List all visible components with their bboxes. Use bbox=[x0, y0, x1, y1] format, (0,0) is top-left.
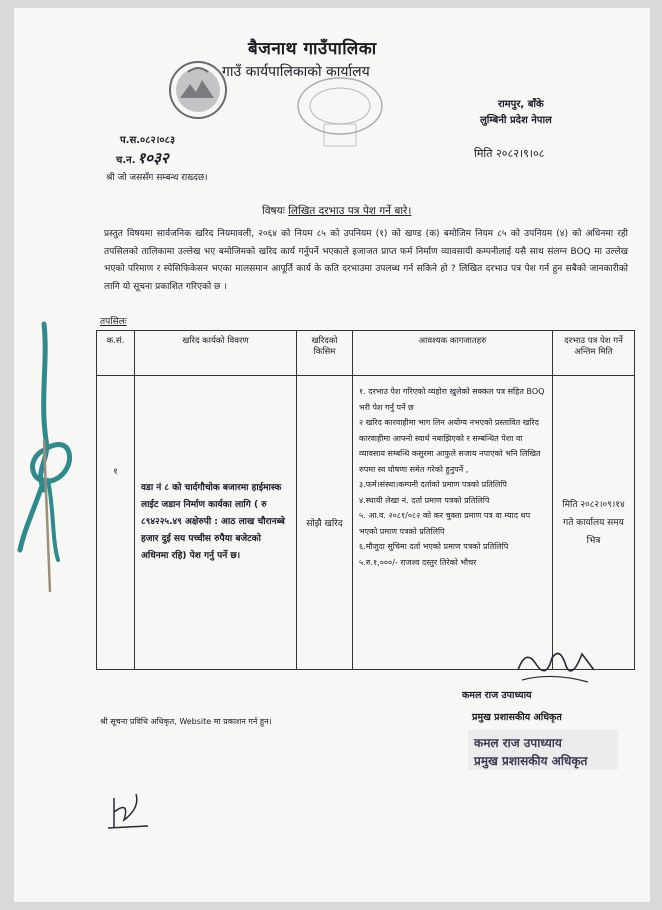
document-item: ५.रु.१,०००/- राजश्व दस्तुर तिरेको भौचर bbox=[359, 557, 477, 567]
notice-body: प्रस्तुत विषयमा सार्वजनिक खरिद नियमावली, २०६४ को नियम ८५ को उपनियम (१) को खण्ड (क) बमोजिम नियम ८५ को उपनियम (४) को अधिनमा रही तपसिलको तालिकामा उल्लेख भए बमोजिमको खरिद कार्य गर्नुपर्ने भएकाले इजाजत प्राप्त फर्म निर्माण व्यावसायी कम्पनीलाई यसै साथ संलग्न BOQ मा उल्लेख भएको परिमाण र स्पेसिफिकेसन भएका मालसमान आपूर्ति कार्य के कति दरभाउमा उपलब्ध गर्न सकिने हो ? लिखित दरभाउ पत्र पेश गर्न हुन सबैको जानकारीको लागि यो सूचना प्रकाशित गरिएको छ । bbox=[104, 229, 628, 292]
row-description: वडा नं ८ को चार्दगौचोक बजारमा हाईमास्क लाईट जडान निर्माण कार्यका लागि ( रु ८९४२२५.४९ अक्षेरुपी : आठ लाख चौरानब्बे हजार दुई सय पच्चीस रुपैया बजेटको अधिनमा रहि) पेश गर्नु पर्ने छ। bbox=[135, 376, 297, 670]
footer-note: श्री सूचना प्रविधि अधिकृत, Website मा प्रकाशन गर्न हुन। bbox=[100, 717, 272, 726]
initials-scribble bbox=[100, 790, 160, 840]
stamp-title: प्रमुख प्रशासकीय अधिकृत bbox=[474, 754, 588, 768]
chalani-number bbox=[116, 148, 169, 168]
signatory-name: कमल राज उपाध्याय bbox=[462, 690, 532, 701]
row-deadline bbox=[553, 376, 635, 670]
procurement-table bbox=[96, 330, 635, 670]
municipality-title: बैजनाथ गाउँपालिका bbox=[248, 39, 377, 59]
header-documents: आवश्यक कागजातहरु bbox=[353, 331, 553, 376]
row-method: सोझै खरिद bbox=[297, 376, 353, 670]
table-row bbox=[97, 376, 635, 670]
signatory-title: प्रमुख प्रशासकीय अधिकृत bbox=[472, 712, 562, 723]
chalani-prefix: च.न. bbox=[116, 155, 136, 166]
patra-sankhya: प.स.०८२।०८३ bbox=[120, 135, 176, 146]
document-item: ५. आ.व. २०८१/०८२ को कर चुक्ता प्रमाण पत्र वा म्याद थप भएको प्रमाण पत्रको प्रतिलिपि bbox=[359, 511, 531, 536]
deadline-date: मिति २०८२।०९।१४ bbox=[562, 499, 625, 510]
document-item: ६.मौजुदा सुचिमा दर्ता भएको प्रमाण पत्रको प्रतिलिपि bbox=[359, 542, 509, 551]
document-item: ४.स्थायी लेखा नं. दर्ता प्रमाण पत्रको प्रतिलिपि bbox=[359, 495, 490, 505]
binding-string-icon bbox=[14, 320, 84, 600]
subject-text: लिखित दरभाउ पत्र पेश गर्ने बारे। bbox=[288, 205, 412, 217]
attention-line: श्री जो जससँग सम्बन्ध राख्दछ। bbox=[106, 173, 208, 183]
subject-line bbox=[262, 204, 411, 218]
office-round-stamp bbox=[290, 70, 390, 152]
table-header-row bbox=[97, 331, 635, 376]
header-deadline: दरभाउ पत्र पेश गर्ने अन्तिम मिति bbox=[553, 331, 635, 376]
row-documents bbox=[353, 376, 553, 670]
header-description: खरिद कार्यको विवरण bbox=[135, 331, 297, 376]
deadline-note: गते कार्यालय समय भित्र bbox=[563, 517, 624, 546]
table-label: तपसिलः bbox=[100, 317, 127, 327]
handwritten-signature bbox=[512, 640, 602, 692]
document-item: १. दरभाउ पेश गरिएको व्यहोरा खुलेको सक्कल पत्र सहित BOQ भरी पेश गर्नु पर्ने छ bbox=[359, 387, 545, 412]
government-emblem-icon bbox=[166, 58, 230, 122]
chalani-handwritten-number: १०३२ bbox=[137, 149, 169, 167]
address-line-1: रामपुर, बाँके bbox=[498, 99, 544, 110]
address-line-2: लुम्बिनी प्रदेश नेपाल bbox=[480, 115, 552, 126]
header-method: खरिदको किसिम bbox=[297, 331, 353, 376]
letter-date: मिति २०८२।९।०८ bbox=[474, 147, 545, 160]
header-sn: क.सं. bbox=[97, 331, 135, 376]
document-item: २ खरिद कारवाहीमा भाग लिन अयोग्य नभएको प्रस्तावित खरिद कारवाहीमा आफ्नो स्वार्थ नबाझिएको र सम्बन्धित पेशा वा व्यावसाय सम्बन्धि कसुरमा आफुले सजाय नपाएको भनि लिखित रुपमा स्व घोषणा समेत गरेको हुनुपर्ने , bbox=[359, 418, 541, 474]
subject-prefix: विषयः bbox=[262, 205, 285, 217]
office-title: गाउँ कार्यपालिकाको कार्यालय bbox=[222, 64, 370, 80]
document-item: ३.फर्म।संस्था।कम्पनी दर्ताको प्रमाण पत्रको प्रतिलिपि bbox=[359, 480, 507, 489]
row-sn: १ bbox=[97, 376, 135, 670]
stamp-name: कमल राज उपाध्याय bbox=[474, 736, 562, 750]
